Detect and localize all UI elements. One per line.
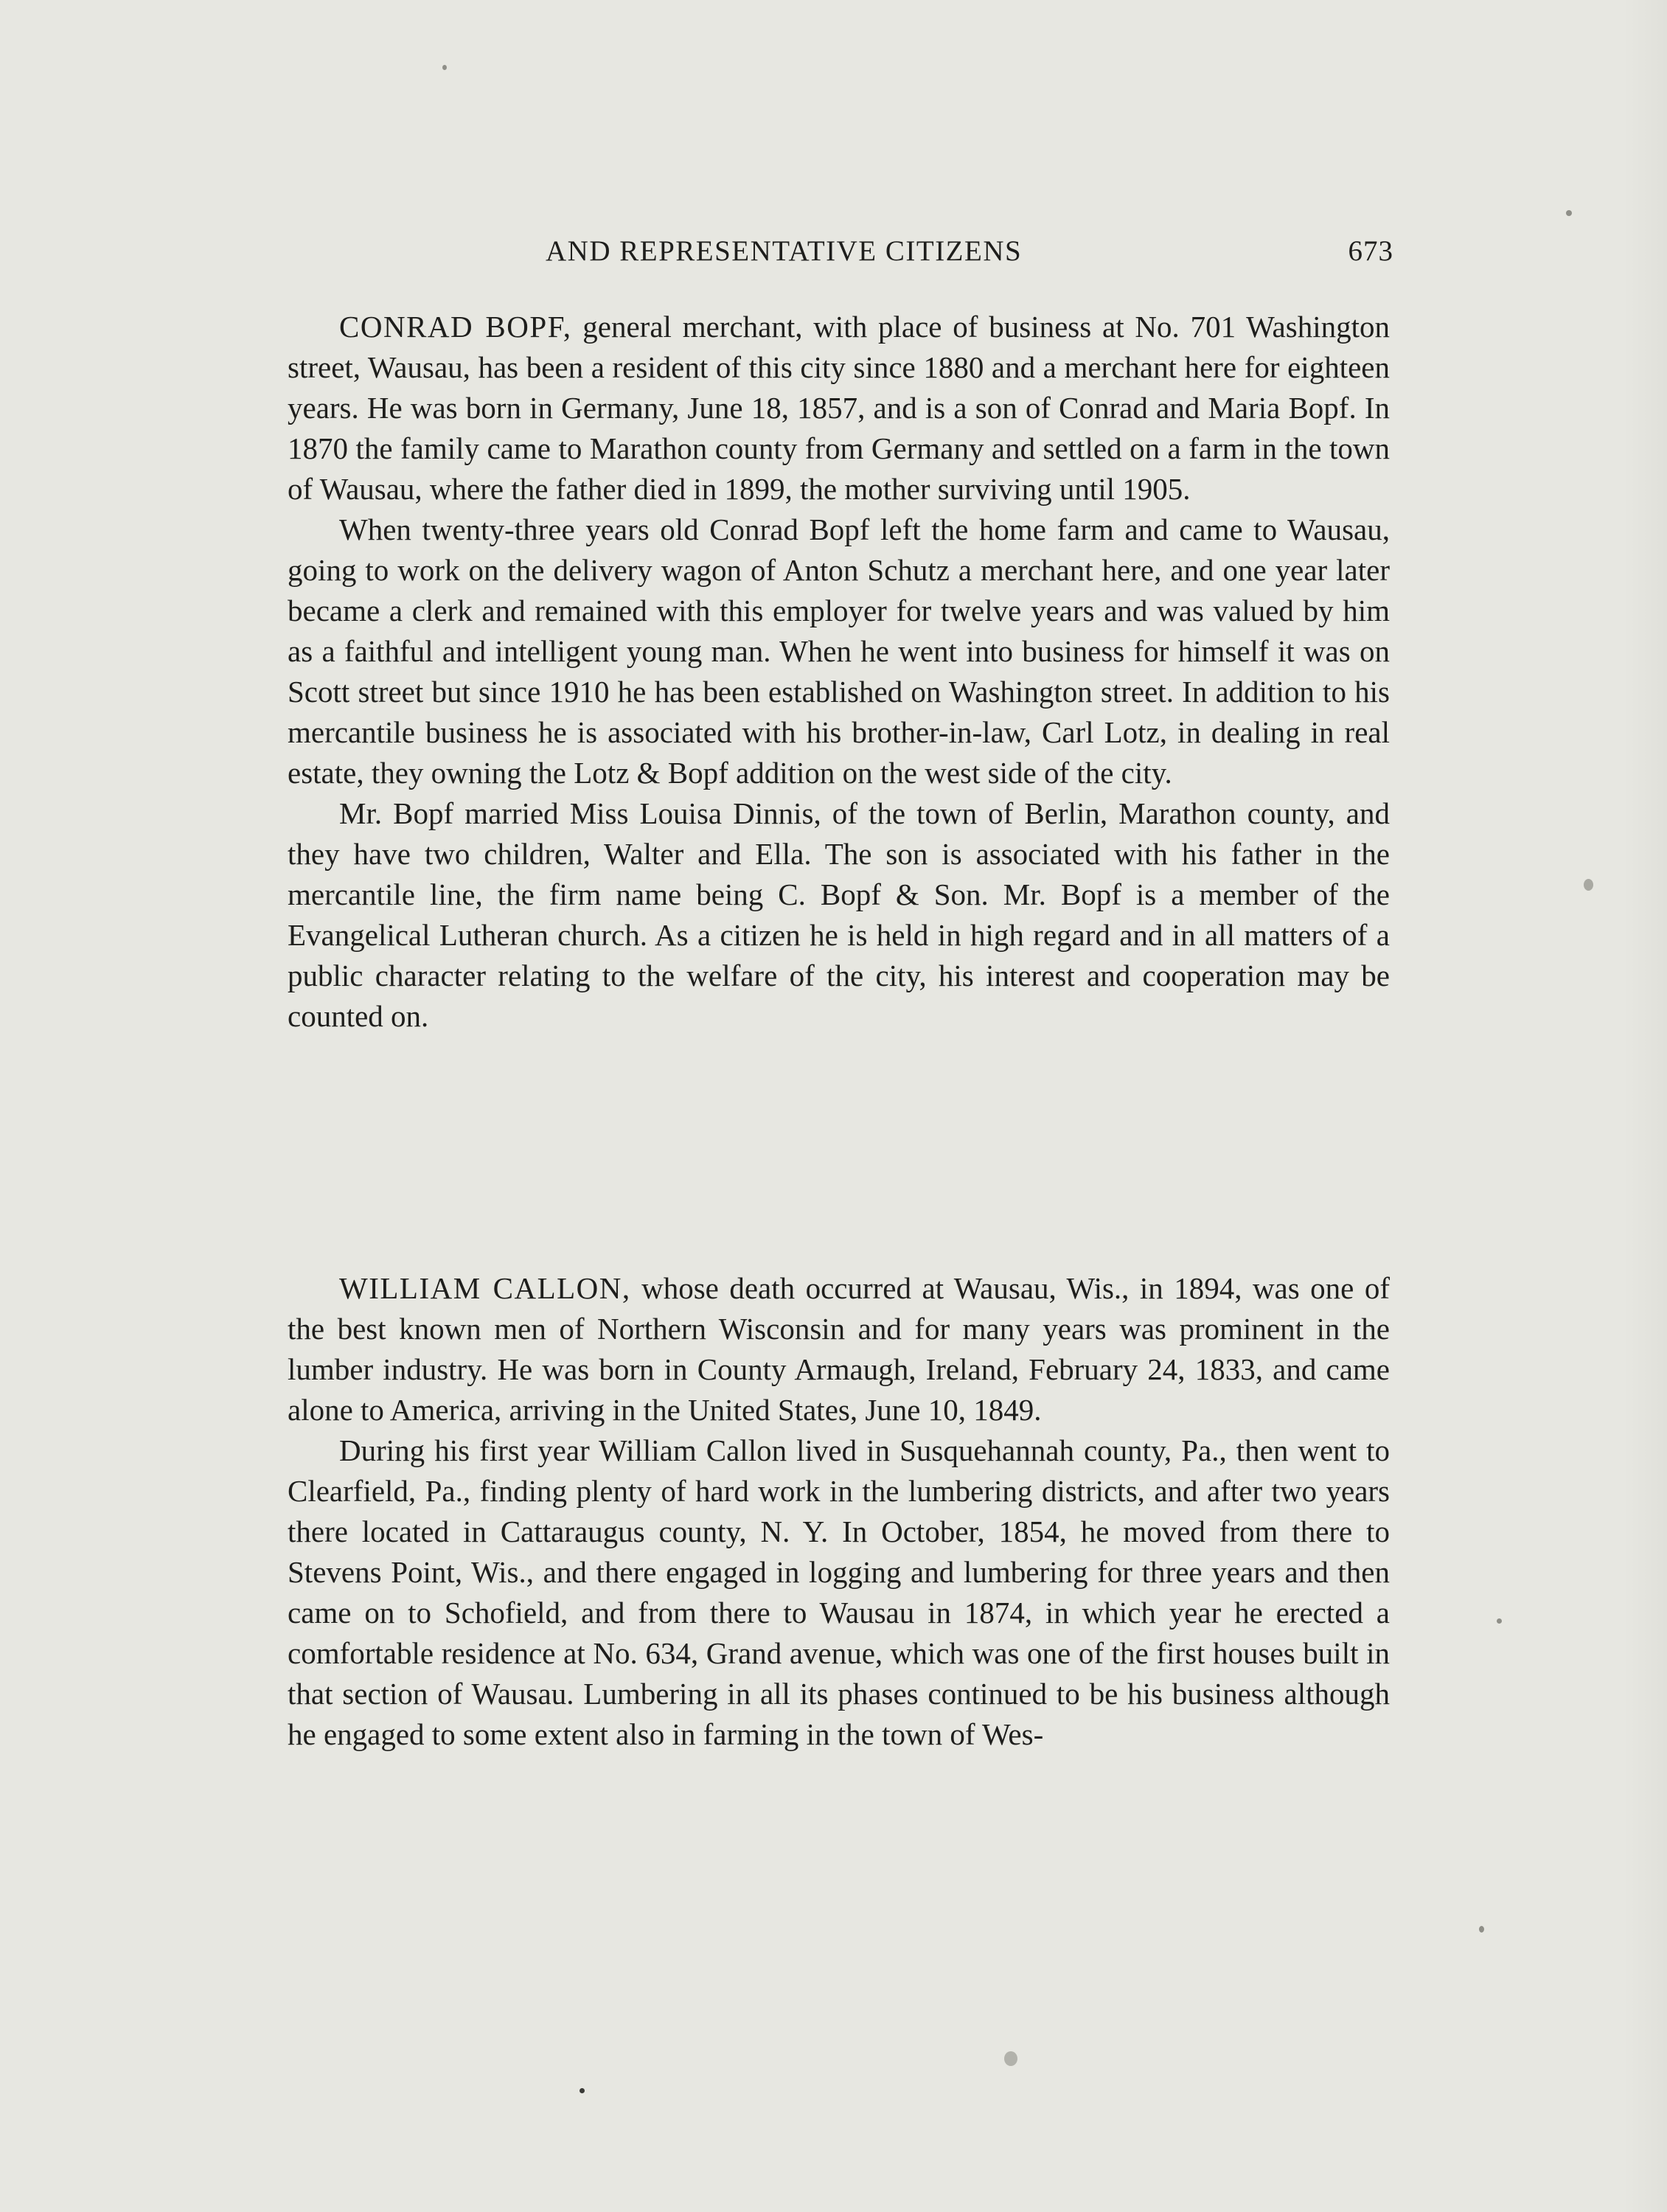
page-number: 673 (1348, 235, 1393, 267)
scan-speck (1566, 210, 1572, 216)
biography-william-callon (288, 1268, 1390, 1755)
running-head (288, 234, 1393, 279)
subject-name: CONRAD BOPF, (339, 310, 572, 344)
scan-speck (1584, 879, 1593, 891)
paragraph: When twenty-three years old Conrad Bopf left the home farm and came to Wausau, going to work on the delivery wagon of Anton Schutz a merchant here, and one year later became a clerk and remained with this employer for twelve years and was valued by him as a faithful and intelligent young man. When he went into business for himself it was on Scott street but since 1910 he has been established on Washington street. In addition to his mercantile business he is associated with his brother-in-law, Carl Lotz, in dealing in real estate, they owning the Lotz & Bopf addition on the west side of the city. (288, 512, 1390, 790)
paragraph: Mr. Bopf married Miss Louisa Dinnis, of the town of Berlin, Marathon county, and they have two children, Walter and Ella. The son is associated with his father in the mercantile line, the firm name being C. Bopf & Son. Mr. Bopf is a member of the Evangelical Lutheran church. As a citizen he is held in high regard and in all matters of a public character relating to the welfare of the city, his interest and cooperation may be counted on. (288, 796, 1390, 1033)
paragraph: During his first year William Callon lived in Susquehannah county, Pa., then went to Clearfield, Pa., finding plenty of hard work in the lumbering districts, and after two years there located in Cattaraugus county, N. Y. In October, 1854, he moved from there to Stevens Point, Wis., and there engaged in logging and lumbering for three years and then came on to Schofield, and from there to Wausau in 1874, in which year he erected a comfortable residence at No. 634, Grand avenue, which was one of the first houses built in that section of Wausau. Lumbering in all its phases continued to be his business although he engaged to some extent also in farming in the town of Wes- (288, 1433, 1390, 1751)
scan-speck (580, 2088, 585, 2093)
paragraph-text: general merchant, with place of business at No. 701 Washington street, Wausau, has been a resident of this city since 1880 and a merchant here for eighteen years. He was born in Germany, June 18, 1857, and is a son of Conrad and Maria Bopf. In 1870 the family came to Marathon county from Germany and settled on a farm in the town of Wausau, where the father died in 1899, the mother surviving until 1905. (288, 310, 1390, 506)
paragraph (288, 307, 1390, 509)
scan-speck (1479, 1926, 1484, 1933)
scan-speck (1497, 1618, 1502, 1624)
biography-conrad-bopf (288, 307, 1390, 1037)
subject-name: WILLIAM CALLON, (339, 1271, 631, 1305)
scan-speck (442, 65, 447, 70)
page-edge-shading (1623, 0, 1667, 2212)
running-title: AND REPRESENTATIVE CITIZENS (546, 235, 1023, 267)
paragraph-text: whose death occurred at Wausau, Wis., in 1894, was one of the best known men of Northern Wisconsin and for many years was prominent in the lumber industry. He was born in County Armaugh, Ireland, February 24, 1833, and came alone to America, arriving in the United States, June 10, 1849. (288, 1271, 1390, 1427)
paragraph (288, 1268, 1390, 1430)
scan-speck (1004, 2051, 1017, 2066)
